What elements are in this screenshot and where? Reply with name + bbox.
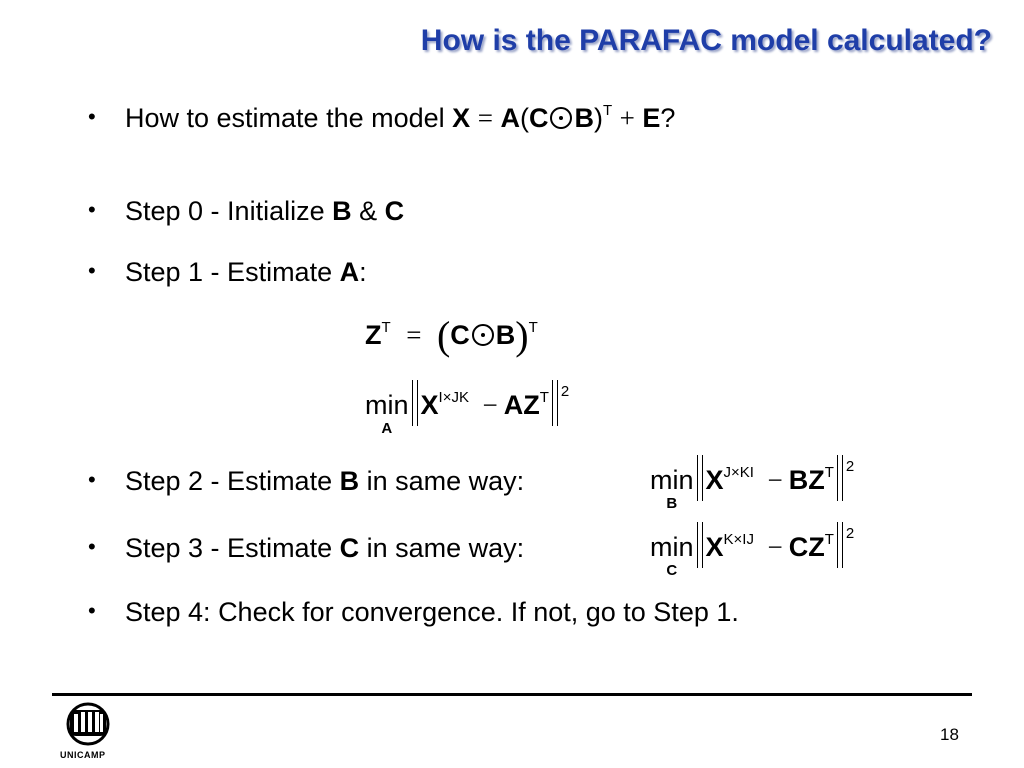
bullet-model: • How to estimate the model X = A(C B)$^T$ + E?	[88, 102, 676, 133]
bullet-step4: • Step 4: Check for convergence. If not, go to Step 1.	[88, 597, 739, 627]
equation-zt: $Z^T = (C$ B)$^T$	[365, 313, 538, 358]
page-number: 18	[940, 725, 959, 744]
bullet-step3: • Step 3 - Estimate C in same way:	[88, 533, 525, 563]
slide-title: How is the PARAFAC model calculated?	[420, 24, 992, 57]
equation-min-b: min B $X^{J\times KI} - BZ^T$ $^2$	[650, 455, 854, 501]
khatri-rao-product-icon	[550, 107, 572, 129]
logo-text: UNICAMP	[60, 750, 106, 760]
norm-bar-left	[697, 522, 703, 568]
bullet-dot: •	[88, 258, 96, 283]
norm-bar-left	[697, 455, 703, 501]
bullet-dot: •	[88, 534, 96, 559]
bullet-dot: •	[88, 197, 96, 222]
footer-divider	[52, 693, 972, 696]
norm-bar-left	[412, 380, 418, 426]
equation-min-a: min A $X^{I\times JK} - AZ^T$ $^2$	[365, 380, 569, 426]
bullet-step1: • Step 1 - Estimate A:	[88, 257, 367, 287]
norm-bar-right	[837, 522, 843, 568]
bullet-dot: •	[88, 467, 96, 492]
norm-bar-right	[837, 455, 843, 501]
norm-bar-right	[552, 380, 558, 426]
bullet-dot: •	[88, 104, 96, 129]
khatri-rao-product-icon	[472, 324, 494, 346]
bullet-step2: • Step 2 - Estimate B in same way:	[88, 466, 525, 496]
bullet-step0: • Step 0 - Initialize B & C	[88, 196, 405, 226]
equation-min-c: min C $X^{K\times IJ} - CZ^T$ $^2$	[650, 522, 854, 568]
bullet-dot: •	[88, 598, 96, 623]
